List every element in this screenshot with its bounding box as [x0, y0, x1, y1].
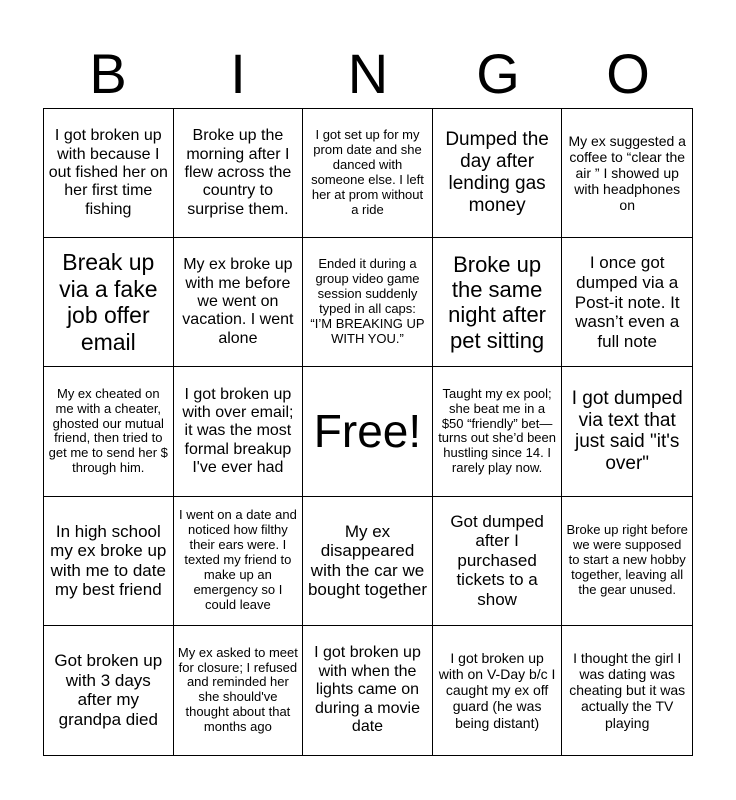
cell-text: I got set up for my prom date and she danced with someone else. I left her at prom without a ride [311, 127, 424, 217]
bingo-cell[interactable] [303, 497, 433, 626]
free-space-text: Free! [313, 405, 422, 458]
cell-text: My ex disappeared with the car we bought together [307, 521, 428, 600]
cell-text: I got broken up with when the lights came on during a movie date [314, 644, 421, 735]
cell-text: I thought the girl I was dating was cheating but it was actually the TV playing [569, 650, 686, 731]
bingo-cell[interactable] [562, 626, 692, 755]
bingo-cell[interactable] [433, 497, 563, 626]
bingo-cell[interactable] [174, 238, 304, 367]
cell-text: Taught my ex pool; she beat me in a $50 “friendly” bet—turns out she’d been hustling since 14. I rarely play now. [438, 385, 556, 476]
cell-text: My ex broke up with me before we went on vacation. I went alone [182, 256, 294, 347]
cell-text: Break up via a fake job offer email [59, 249, 158, 355]
cell-text: My ex suggested a coffee to “clear the air ” I showed up with headphones on [568, 132, 686, 214]
cell-text: Got dumped after I purchased tickets to a show [450, 511, 544, 610]
cell-text: Ended it during a group video game session suddenly typed in all caps: “I’M BREAKING UP WITH YOU.” [310, 256, 425, 347]
bingo-cell[interactable] [433, 238, 563, 367]
bingo-cell-free[interactable] [303, 367, 433, 496]
cell-text: My ex cheated on me with a cheater, ghosted our mutual friend, then tried to get me to send her $ through him. [48, 385, 168, 476]
bingo-cell[interactable] [174, 367, 304, 496]
bingo-cell[interactable] [44, 497, 174, 626]
bingo-cell[interactable] [433, 367, 563, 496]
title-letter-o: O [606, 42, 650, 105]
cell-text: I went on a date and noticed how filthy their ears were. I texted my friend to make up an emergency so I could leave [178, 507, 297, 613]
bingo-cell[interactable] [44, 367, 174, 496]
bingo-cell[interactable] [303, 626, 433, 755]
title-letter-n: N [347, 42, 389, 105]
title-letter-b: B [89, 42, 127, 105]
cell-text: Broke up the same night after pet sitting [448, 251, 547, 353]
title-letter-g: G [476, 42, 520, 105]
bingo-grid [43, 108, 693, 756]
cell-text: Broke up right before we were supposed to start a new hobby together, leaving all the gear unused. [566, 522, 688, 598]
bingo-cell[interactable] [562, 238, 692, 367]
bingo-cell[interactable] [562, 109, 692, 238]
bingo-cell[interactable] [562, 367, 692, 496]
bingo-cell[interactable] [44, 626, 174, 755]
title-letter-i: I [230, 42, 246, 105]
bingo-cell[interactable] [174, 626, 304, 755]
cell-text: My ex asked to meet for closure; I refused and reminded her she should've thought about that months ago [177, 644, 298, 735]
cell-text: I got broken up with over email; it was the most formal breakup I've ever had [182, 385, 294, 477]
bingo-cell[interactable] [44, 238, 174, 367]
bingo-cell[interactable] [562, 497, 692, 626]
bingo-cell[interactable] [433, 626, 563, 755]
cell-text: I got broken up with because I out fished her on her first time fishing [48, 127, 168, 218]
bingo-cell[interactable] [174, 497, 304, 626]
bingo-cell[interactable] [174, 109, 304, 238]
bingo-cell[interactable] [44, 109, 174, 238]
cell-text: In high school my ex broke up with me to date my best friend [50, 521, 167, 600]
cell-text: Dumped the day after lending gas money [445, 129, 549, 216]
bingo-cell[interactable] [303, 238, 433, 367]
cell-text: Got broken up with 3 days after my grandpa died [54, 651, 163, 729]
cell-text: I got broken up with on V-Day b/c I caught my ex off guard (he was being distant) [438, 650, 556, 731]
bingo-cell[interactable] [433, 109, 563, 238]
bingo-title [43, 42, 693, 106]
cell-text: Broke up the morning after I flew across the country to surprise them. [184, 127, 292, 218]
bingo-cell[interactable] [303, 109, 433, 238]
cell-text: I once got dumped via a Post-it note. It wasn’t even a full note [574, 253, 680, 351]
cell-text: I got dumped via text that just said "it's over" [571, 387, 683, 475]
